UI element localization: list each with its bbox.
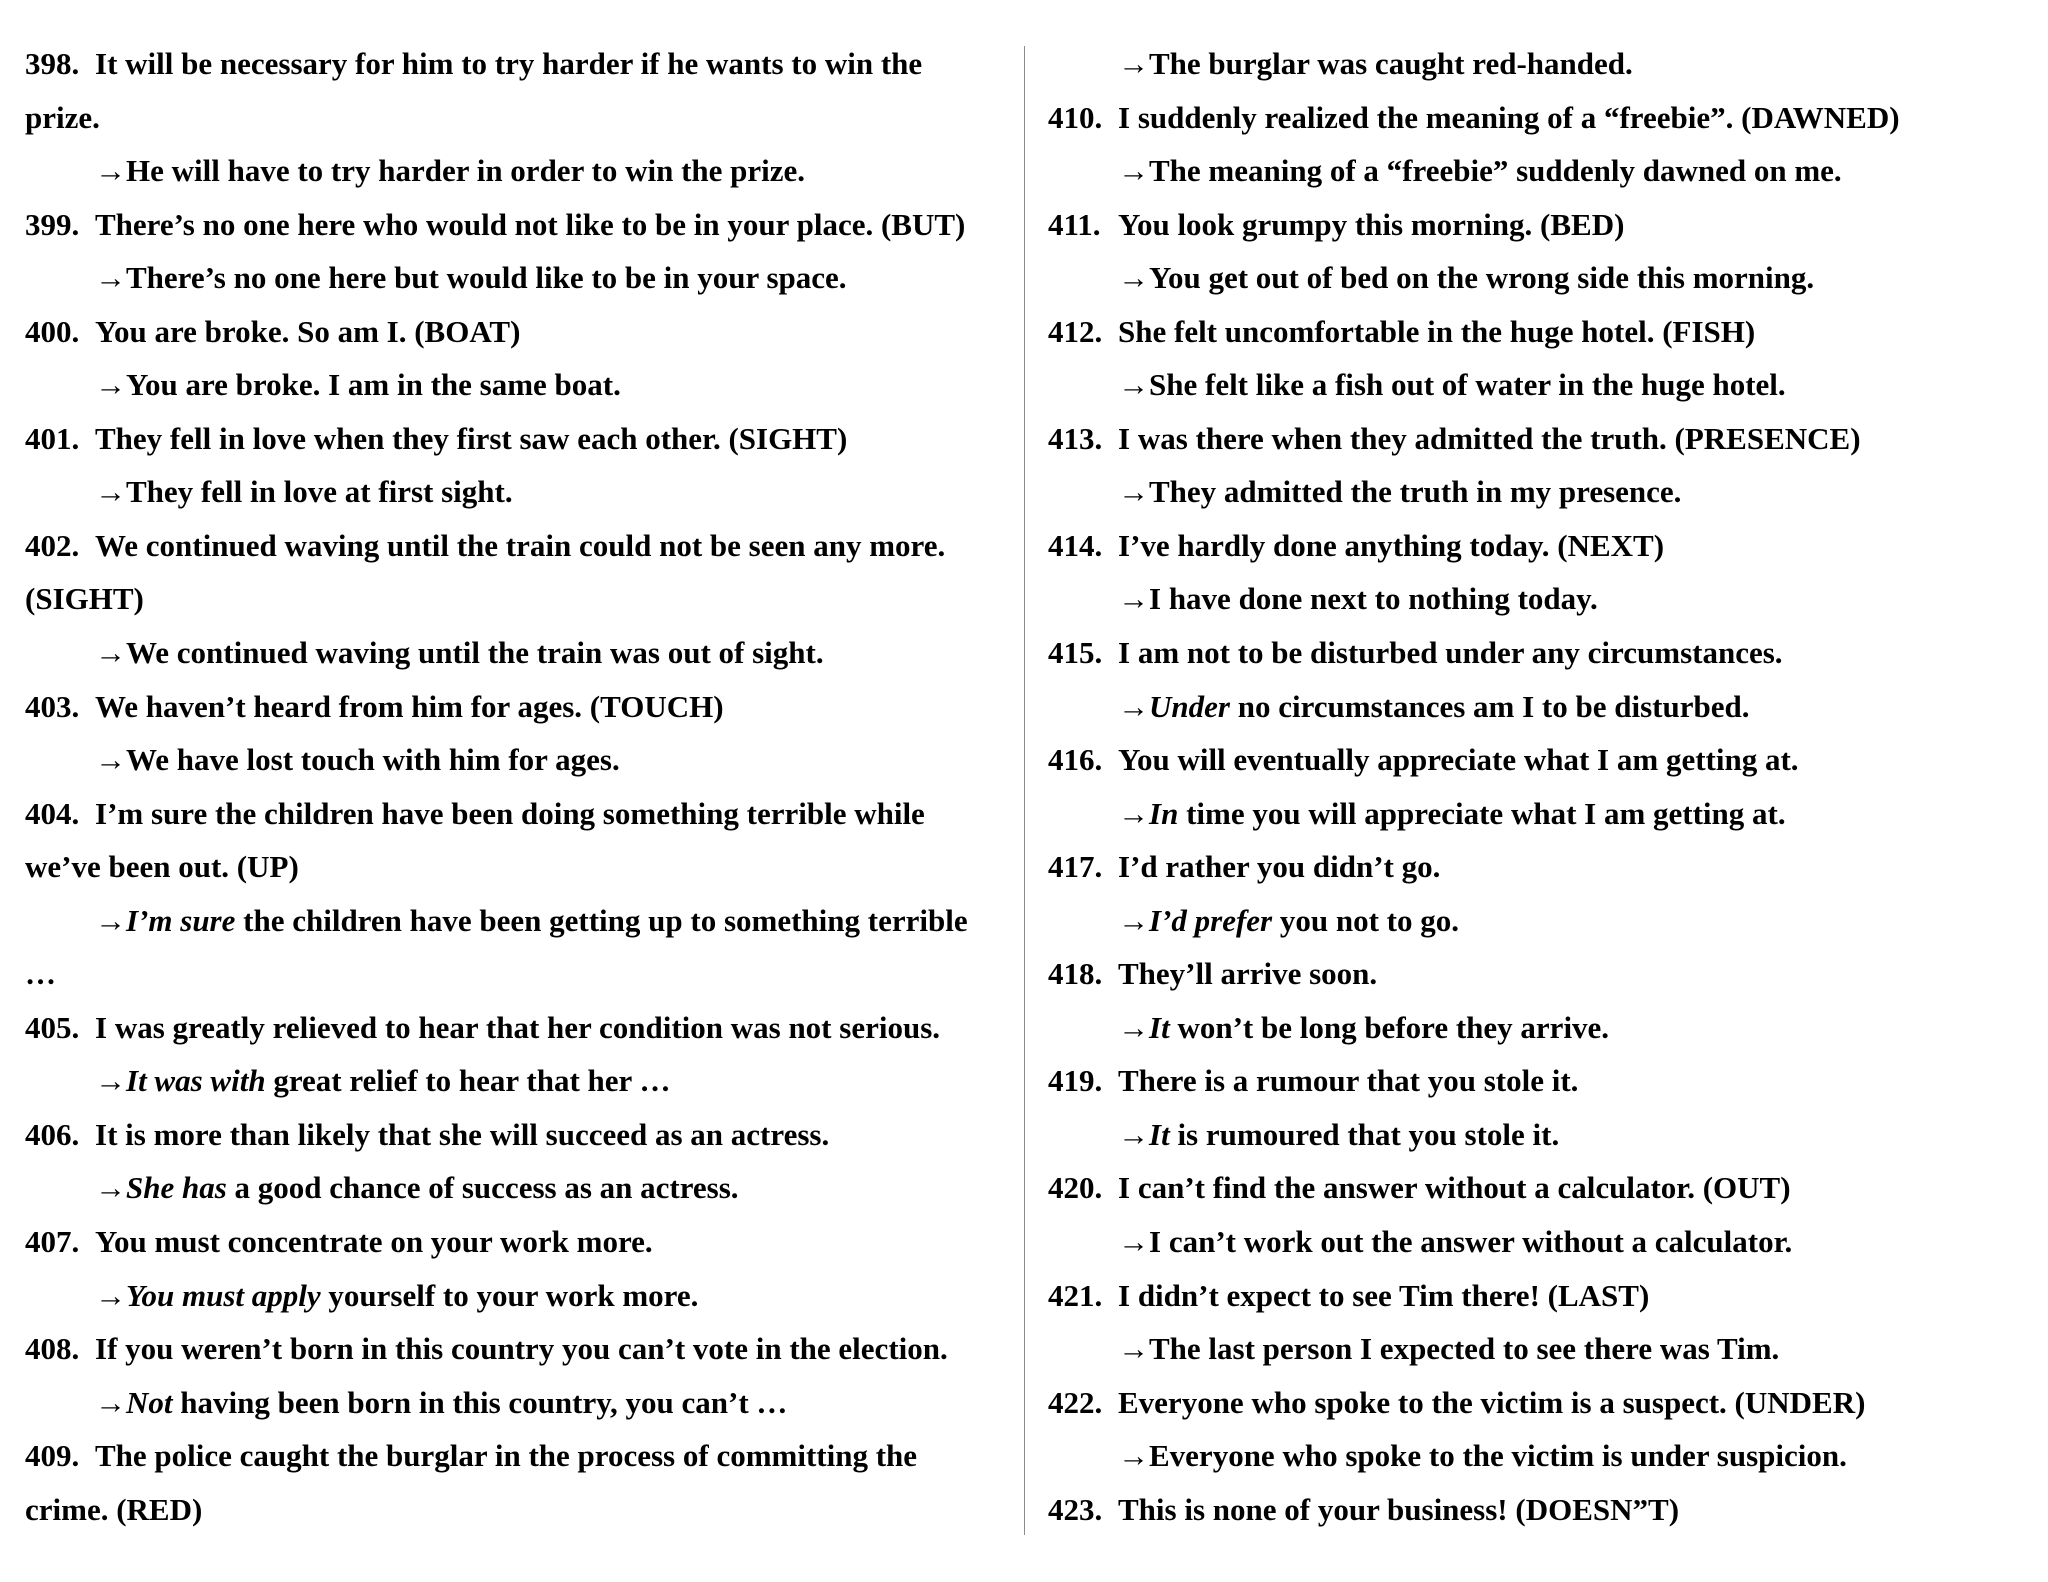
answer-arrow: → [1118, 1116, 1149, 1152]
question-text: We haven’t heard from him for ages. (TOUCH) [95, 688, 724, 724]
question-line [1048, 1161, 2028, 1215]
item-number: 423. [1048, 1491, 1103, 1527]
item-number: 400. [25, 313, 80, 349]
answer-emphasis: In [1149, 795, 1179, 831]
item-number: 416. [1048, 742, 1103, 778]
answer-text: The burglar was caught red-handed. [1149, 46, 1633, 81]
answer-line [1048, 1215, 2028, 1269]
answer-emphasis: She has [126, 1170, 227, 1206]
answer-arrow: → [95, 260, 126, 296]
answer-arrow: → [95, 742, 126, 778]
item-number: 399. [25, 206, 80, 242]
question-line [25, 305, 1015, 359]
answer-emphasis: I’d prefer [1149, 902, 1273, 938]
answer-arrow: → [1118, 1331, 1149, 1367]
item-number: 401. [25, 420, 80, 456]
answer-text: They admitted the truth in my presence. [1149, 474, 1682, 510]
answer-text: We have lost touch with him for ages. [126, 742, 620, 778]
question-text: Everyone who spoke to the victim is a suspect. (UNDER) [1118, 1384, 1866, 1420]
question-line [1048, 840, 2028, 894]
answer-line [1048, 251, 2028, 305]
answer-text: won’t be long before they arrive. [1169, 1009, 1610, 1045]
answer-text: yourself to your work more. [320, 1277, 699, 1313]
item-number: 405. [25, 1009, 80, 1045]
item-number: 402. [25, 527, 80, 563]
question-line [1048, 412, 2028, 466]
question-text: I suddenly realized the meaning of a “freebie”. (DAWNED) [1118, 99, 1900, 135]
question-line [25, 1322, 1015, 1376]
answer-emphasis: It was with [126, 1063, 266, 1099]
answer-arrow: → [95, 1170, 126, 1206]
answer-text: There’s no one here but would like to be in your space. [126, 260, 847, 296]
answer-line [25, 733, 1015, 787]
answer-line [25, 1161, 1015, 1215]
answer-text: is rumoured that you stole it. [1169, 1116, 1560, 1152]
item-number: 421. [1048, 1277, 1103, 1313]
answer-arrow: → [95, 1277, 126, 1313]
answer-text: having been born in this country, you can’t … [172, 1384, 788, 1420]
question-text: It will be necessary for him to try harder if he wants to win the [95, 46, 923, 81]
answer-arrow: → [1118, 795, 1149, 831]
question-line [25, 1108, 1015, 1162]
answer-arrow: → [1118, 1438, 1149, 1474]
answer-line [1048, 1108, 2028, 1162]
answer-line [25, 251, 1015, 305]
question-text: You look grumpy this morning. (BED) [1118, 206, 1625, 242]
question-text: She felt uncomfortable in the huge hotel. (FISH) [1118, 313, 1756, 349]
answer-arrow: → [1118, 153, 1149, 189]
question-line [25, 198, 1015, 252]
question-text: You must concentrate on your work more. [95, 1224, 653, 1260]
answer-line [25, 465, 1015, 519]
question-text: I was greatly relieved to hear that her condition was not serious. [95, 1009, 941, 1045]
question-line [25, 1215, 1015, 1269]
answer-line [1048, 680, 2028, 734]
answer-text: They fell in love at first sight. [126, 474, 513, 510]
answer-emphasis: Under [1149, 688, 1230, 724]
answer-emphasis: It [1149, 1009, 1170, 1045]
answer-arrow: → [1118, 581, 1149, 617]
question-line [25, 1429, 1015, 1483]
item-number: 417. [1048, 849, 1103, 885]
question-line [1048, 1483, 2028, 1537]
answer-arrow: → [1118, 902, 1149, 938]
question-text: They’ll arrive soon. [1118, 956, 1378, 992]
answer-line [1048, 1429, 2028, 1483]
question-text: You are broke. So am I. (BOAT) [95, 313, 521, 349]
item-number: 406. [25, 1116, 80, 1152]
answer-line [1048, 37, 2028, 91]
answer-arrow: → [1118, 688, 1149, 724]
answer-arrow: → [95, 474, 126, 510]
answer-line [25, 1376, 1015, 1430]
answer-emphasis: I’m sure [126, 902, 236, 938]
question-text: I am not to be disturbed under any circumstances. [1118, 635, 1783, 671]
answer-line [25, 1269, 1015, 1323]
answer-arrow: → [95, 1063, 126, 1099]
answer-text: You get out of bed on the wrong side this morning. [1149, 260, 1815, 296]
question-line [25, 37, 1015, 91]
question-text: we’ve been out. (UP) [25, 849, 299, 885]
answer-line [25, 894, 1015, 948]
answer-emphasis: Not [126, 1384, 173, 1420]
answer-line [25, 358, 1015, 412]
answer-emphasis: It [1149, 1116, 1170, 1152]
item-number: 409. [25, 1438, 80, 1474]
answer-arrow: → [1118, 260, 1149, 296]
question-continuation-line [25, 572, 1015, 626]
answer-arrow: → [1118, 1009, 1149, 1045]
question-text: There’s no one here who would not like to be in your place. (BUT) [95, 206, 966, 242]
answer-line [1048, 787, 2028, 841]
question-text: If you weren’t born in this country you can’t vote in the election. [95, 1331, 948, 1367]
answer-text: The meaning of a “freebie” suddenly dawned on me. [1149, 153, 1842, 189]
answer-arrow: → [95, 635, 126, 671]
answer-continuation-line [25, 947, 1015, 1001]
question-continuation-line [25, 1483, 1015, 1537]
question-text: There is a rumour that you stole it. [1118, 1063, 1579, 1099]
answer-text: I can’t work out the answer without a calculator. [1149, 1224, 1793, 1260]
item-number: 419. [1048, 1063, 1103, 1099]
question-text: They fell in love when they first saw each other. (SIGHT) [95, 420, 848, 456]
answer-line [1048, 1001, 2028, 1055]
answer-text: the children have been getting up to something terrible [235, 902, 968, 938]
item-number: 422. [1048, 1384, 1103, 1420]
question-text: I’d rather you didn’t go. [1118, 849, 1441, 885]
question-text: This is none of your business! (DOESN”T) [1118, 1491, 1680, 1527]
answer-text: no circumstances am I to be disturbed. [1229, 688, 1750, 724]
answer-arrow: → [95, 1384, 126, 1420]
answer-text: She felt like a fish out of water in the huge hotel. [1149, 367, 1786, 403]
question-text: prize. [25, 99, 100, 135]
answer-line [1048, 465, 2028, 519]
answer-line [1048, 894, 2028, 948]
answer-text: great relief to hear that her … [265, 1063, 671, 1099]
item-number: 408. [25, 1331, 80, 1367]
answer-text: … [25, 956, 56, 992]
question-text: The police caught the burglar in the process of committing the [95, 1438, 918, 1474]
answer-line [25, 144, 1015, 198]
question-line [1048, 733, 2028, 787]
answer-line [1048, 358, 2028, 412]
question-line [1048, 1054, 2028, 1108]
answer-text: We continued waving until the train was out of sight. [126, 635, 824, 671]
question-text: I can’t find the answer without a calculator. (OUT) [1118, 1170, 1791, 1206]
question-text: You will eventually appreciate what I am getting at. [1118, 742, 1799, 778]
question-text: crime. (RED) [25, 1491, 203, 1527]
answer-line [1048, 572, 2028, 626]
answer-line [25, 626, 1015, 680]
question-line [25, 787, 1015, 841]
answer-arrow: → [1118, 46, 1149, 81]
answer-text: You are broke. I am in the same boat. [126, 367, 621, 403]
answer-arrow: → [1118, 1224, 1149, 1260]
answer-line [1048, 1322, 2028, 1376]
left-column [25, 37, 1015, 1536]
answer-line [1048, 144, 2028, 198]
question-continuation-line [25, 91, 1015, 145]
question-line [1048, 1269, 2028, 1323]
answer-arrow: → [95, 367, 126, 403]
question-line [1048, 626, 2028, 680]
question-line [25, 1001, 1015, 1055]
item-number: 420. [1048, 1170, 1103, 1206]
question-text: I was there when they admitted the truth. (PRESENCE) [1118, 420, 1861, 456]
question-line [25, 519, 1015, 573]
question-text: I’m sure the children have been doing something terrible while [95, 795, 925, 831]
question-line [1048, 1376, 2028, 1430]
question-line [25, 412, 1015, 466]
answer-line [25, 1054, 1015, 1108]
answer-text: He will have to try harder in order to win the prize. [126, 153, 806, 189]
item-number: 398. [25, 46, 80, 81]
question-continuation-line [25, 840, 1015, 894]
answer-arrow: → [95, 153, 126, 189]
question-line [25, 680, 1015, 734]
answer-text: Everyone who spoke to the victim is under suspicion. [1149, 1438, 1847, 1474]
answer-text: time you will appreciate what I am getting at. [1178, 795, 1786, 831]
question-text: We continued waving until the train could not be seen any more. [95, 527, 946, 563]
item-number: 415. [1048, 635, 1103, 671]
item-number: 404. [25, 795, 80, 831]
question-line [1048, 91, 2028, 145]
item-number: 403. [25, 688, 80, 724]
question-line [1048, 305, 2028, 359]
answer-text: you not to go. [1272, 902, 1459, 938]
item-number: 418. [1048, 956, 1103, 992]
item-number: 411. [1048, 206, 1101, 242]
answer-arrow: → [95, 902, 126, 938]
question-line [1048, 519, 2028, 573]
question-text: It is more than likely that she will succeed as an actress. [95, 1116, 830, 1152]
question-line [1048, 198, 2028, 252]
question-line [1048, 947, 2028, 1001]
question-text: I’ve hardly done anything today. (NEXT) [1118, 527, 1665, 563]
answer-arrow: → [1118, 367, 1149, 403]
item-number: 414. [1048, 527, 1103, 563]
question-text: I didn’t expect to see Tim there! (LAST) [1118, 1277, 1650, 1313]
right-column [1048, 37, 2028, 1536]
answer-text: I have done next to nothing today. [1149, 581, 1598, 617]
item-number: 410. [1048, 99, 1103, 135]
answer-emphasis: You must apply [126, 1277, 321, 1313]
answer-arrow: → [1118, 474, 1149, 510]
column-divider [1024, 46, 1025, 1535]
item-number: 412. [1048, 313, 1103, 349]
answer-text: a good chance of success as an actress. [226, 1170, 739, 1206]
question-text: (SIGHT) [25, 581, 144, 617]
item-number: 413. [1048, 420, 1103, 456]
answer-text: The last person I expected to see there was Tim. [1149, 1331, 1780, 1367]
item-number: 407. [25, 1224, 80, 1260]
